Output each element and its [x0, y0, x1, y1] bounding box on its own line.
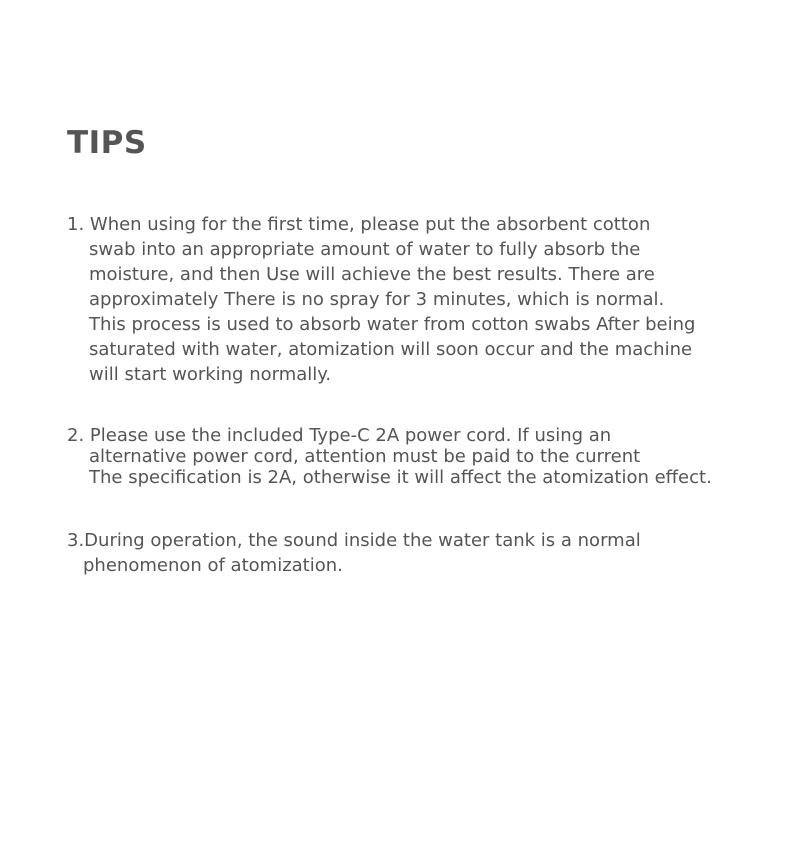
tip-1-line: saturated with water, atomization will soon occur and the machine: [89, 339, 693, 360]
tip-1-line: This process is used to absorb water from cotton swabs After being: [89, 314, 696, 335]
tip-1-line: will start working normally.: [89, 364, 332, 385]
tip-2-line: 2. Please use the included Type-C 2A power cord. If using an: [67, 425, 612, 446]
tip-1-line: approximately There is no spray for 3 minutes, which is normal.: [89, 289, 665, 310]
tip-2-line: The specification is 2A, otherwise it will affect the atomization effect.: [89, 467, 712, 488]
tip-item-1: [67, 212, 695, 387]
tip-3-line: 3.During operation, the sound inside the water tank is a normal: [67, 530, 641, 551]
tip-1-line: swab into an appropriate amount of water to fully absorb the: [89, 239, 641, 260]
tip-1-line: 1. When using for the first time, please put the absorbent cotton: [67, 214, 651, 235]
tip-3-line: phenomenon of atomization.: [83, 555, 343, 576]
tip-1-line: moisture, and then Use will achieve the best results. There are: [89, 264, 655, 285]
tip-item-3: [67, 528, 641, 578]
page-title: TIPS: [67, 125, 147, 161]
tip-item-2: [67, 425, 712, 488]
tip-2-line: alternative power cord, attention must be paid to the current: [89, 446, 641, 467]
